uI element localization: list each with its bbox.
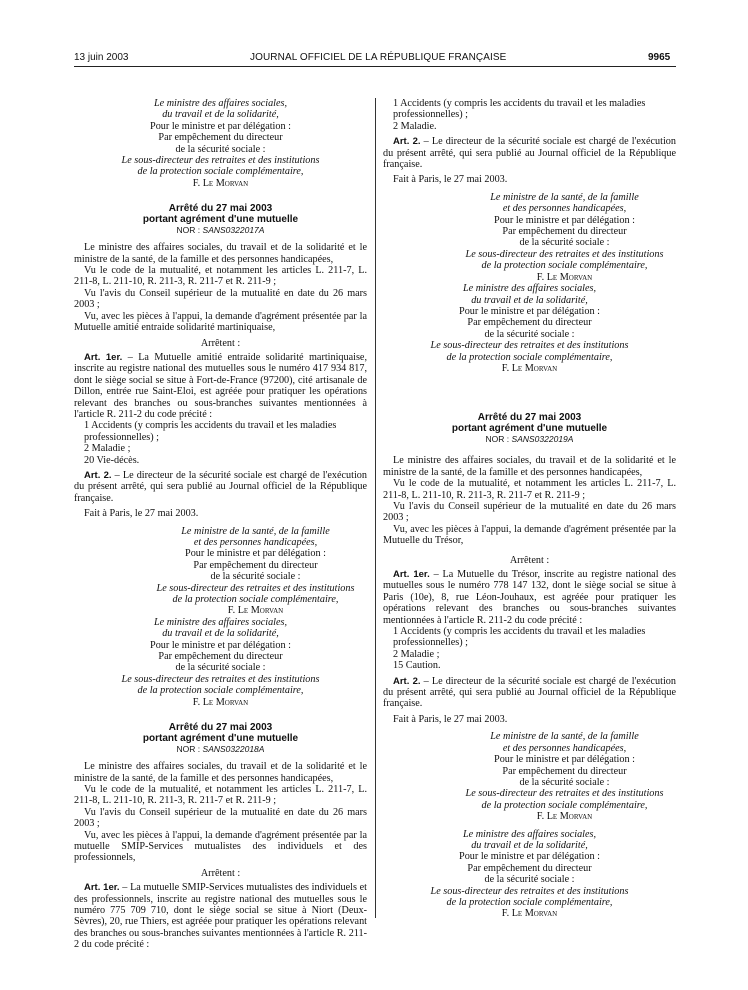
arrete-subtitle: portant agrément d'une mutuelle	[142, 733, 299, 745]
visa: Vu, avec les pièces à l'appui, la demande d'agrément présentée par la Mutuelle du Trésor,	[383, 523, 676, 547]
left-column	[74, 98, 367, 951]
signatory-name: F. Le Morvan	[536, 271, 593, 283]
arrete-block	[74, 203, 367, 708]
header-title: JOURNAL OFFICIEL DE LA RÉPUBLIQUE FRANÇAISE	[250, 52, 507, 63]
nor-reference	[383, 434, 676, 445]
sig-line: Le ministre de la santé, de la famille	[490, 191, 639, 203]
sig-line: Pour le ministre et par délégation :	[185, 548, 326, 560]
sig-line: du travail et de la solidarité,	[162, 628, 279, 640]
sig-line: de la sécurité sociale :	[175, 662, 266, 674]
article-label: Art. 2.	[84, 469, 112, 481]
visa: Vu, avec les pièces à l'appui, la demande d'agrément présentée par la mutuelle SMIP-Services mutualistes des individuels et des professionnels,	[74, 829, 367, 864]
sig-line: Par empêchement du directeur	[158, 132, 283, 144]
continued-block	[383, 98, 676, 374]
sig-line: de la sécurité sociale :	[519, 776, 610, 788]
article-2	[383, 676, 676, 710]
arretent: Arrêtent :	[509, 554, 550, 566]
nor-code: SANS0322019A	[511, 434, 574, 445]
sig-line: et des personnes handicapées,	[193, 537, 318, 548]
sig-line: de la sécurité sociale :	[175, 143, 266, 155]
sig-line: Le sous-directeur des retraites et des institutions	[465, 788, 664, 800]
nor-label: NOR :	[176, 225, 201, 236]
sig-line: Le sous-directeur des retraites et des institutions	[465, 248, 664, 260]
branch-item: 1 Accidents (y compris les accidents du travail et les maladies professionnelles) ;	[393, 626, 646, 649]
preamble: Le ministre des affaires sociales, du travail et de la solidarité et le ministre de la santé, de la famille et des personnes handicapées,	[74, 761, 367, 784]
sig-line: Le ministre des affaires sociales,	[153, 98, 288, 109]
visa: Vu le code de la mutualité, et notamment les articles L. 211-7, L. 211-8, L. 211-10, R. 211-3, R. 211-7 et R. 211-9 ;	[383, 478, 676, 501]
sig-line: Pour le ministre et par délégation :	[494, 754, 635, 766]
sig-line: de la protection sociale complémentaire,	[446, 896, 613, 908]
visa: Vu l'avis du Conseil supérieur de la mutualité en date du 26 mars 2003 ;	[383, 500, 676, 524]
fait-a-paris: Fait à Paris, le 27 mai 2003.	[393, 713, 508, 725]
top-signature-block	[74, 98, 367, 189]
article-label: Art. 2.	[393, 136, 421, 148]
signatory-name: F. Le Morvan	[536, 811, 593, 823]
preamble: Le ministre des affaires sociales, du travail et de la solidarité et le ministre de la santé, de la famille et des personnes handicapées,	[74, 242, 367, 265]
fait-a-paris: Fait à Paris, le 27 mai 2003.	[393, 174, 508, 186]
arrete-subtitle: portant agrément d'une mutuelle	[451, 423, 608, 435]
nor-label: NOR :	[176, 744, 201, 755]
arrete-subtitle: portant agrément d'une mutuelle	[142, 214, 299, 226]
signatory-name: F. Le Morvan	[501, 362, 558, 374]
signatory-name: F. Le Morvan	[192, 696, 249, 708]
sig-line: Par empêchement du directeur	[467, 862, 592, 874]
nor-reference	[74, 744, 367, 755]
sig-line: de la protection sociale complémentaire,	[446, 351, 613, 363]
arretent: Arrêtent :	[200, 867, 241, 879]
sig-line: de la protection sociale complémentaire,	[481, 260, 648, 272]
column-divider	[375, 98, 376, 918]
sig-line: Pour le ministre et par délégation :	[459, 851, 600, 863]
sig-line: Par empêchement du directeur	[158, 651, 283, 663]
nor-reference	[74, 225, 367, 236]
article-text: – La Mutuelle du Trésor, inscrite au registre national des mutuelles sous le numéro 778 147 132, dont le siège social se situe à Paris (10e), 8, rue Léon-Jouhaux, est agréée pour pratiquer les opérations relevant des branches ou sous-branches suivantes mentionnées à l'article R. 211-2 du code précité :	[383, 569, 676, 626]
arrete-block	[74, 722, 367, 951]
visa: Vu l'avis du Conseil supérieur de la mutualité en date du 26 mars 2003 ;	[74, 287, 367, 311]
article-label: Art. 1er.	[393, 569, 430, 580]
sig-line: Le sous-directeur des retraites et des institutions	[121, 673, 320, 685]
sig-line: Le ministre de la santé, de la famille	[181, 525, 330, 537]
preamble: Le ministre des affaires sociales, du travail et de la solidarité et le ministre de la santé, de la famille et des personnes handicapées,	[383, 455, 676, 478]
arrete-block	[383, 412, 676, 919]
header-date: 13 juin 2003	[74, 52, 129, 63]
article-2	[74, 470, 367, 504]
sig-line: Pour le ministre et par délégation :	[459, 305, 600, 317]
sig-line: et des personnes handicapées,	[502, 742, 627, 754]
signatory-name: F. Le Morvan	[192, 177, 249, 189]
sig-line: de la sécurité sociale :	[484, 874, 575, 886]
nor-label: NOR :	[485, 434, 510, 445]
sig-line: Par empêchement du directeur	[502, 765, 627, 777]
signatory-name: F. Le Morvan	[227, 605, 284, 617]
visa: Vu l'avis du Conseil supérieur de la mutualité en date du 26 mars 2003 ;	[74, 806, 367, 830]
sig-line: de la protection sociale complémentaire,	[137, 685, 304, 697]
sig-line: et des personnes handicapées,	[502, 203, 627, 215]
sig-line: Pour le ministre et par délégation :	[150, 639, 291, 651]
article-label: Art. 2.	[393, 675, 421, 687]
article-text: – La mutuelle SMIP-Services mutualistes des individuels et des professionnels, inscrite au registre national des mutuelles sous le numéro 775 709 710, dont le siège social se situe à Niort (Deux-Sèvres), 20, rue Thiers, est agréée pour pratiquer les opérations relevant des branches ou sous-branches suivantes mentionnées à l'article R. 211-2 du code précité :	[74, 882, 367, 951]
sig-line: Par empêchement du directeur	[467, 317, 592, 329]
sig-line: Le ministre des affaires sociales,	[462, 828, 597, 840]
sig-line: du travail et de la solidarité,	[471, 839, 588, 851]
branch-item: 1 Accidents (y compris les accidents du travail et les maladies professionnelles) ;	[84, 420, 337, 443]
sig-line: de la sécurité sociale :	[484, 328, 575, 340]
article-text: – Le directeur de la sécurité sociale est chargé de l'exécution du présent arrêté, qui sera publié au Journal officiel de la République française.	[383, 675, 676, 710]
sig-line: de la protection sociale complémentaire,	[172, 594, 339, 606]
sig-line: du travail et de la solidarité,	[471, 294, 588, 306]
article-1	[74, 882, 367, 950]
sig-line: Le sous-directeur des retraites et des institutions	[156, 582, 355, 594]
branch-item: 2 Maladie.	[393, 120, 437, 132]
branch-item: 20 Vie-décès.	[84, 454, 140, 466]
article-label: Art. 1er.	[84, 882, 120, 894]
sig-line: de la protection sociale complémentaire,	[481, 799, 648, 811]
branch-item: 1 Accidents (y compris les accidents du travail et les maladies professionnelles) ;	[393, 98, 646, 121]
article-text: – La Mutuelle amitié entraide solidarité martiniquaise, inscrite au registre national des mutuelles sous le numéro 417 934 817, dont le siège social se situe à Fort-de-France (97200), cité artisanale de Dillon, entrée rue Saint-Eloi, est agréée pour pratiquer les opérations relevant des branches ou sous-branches suivantes mentionnées à l'article R. 211-2 du code précité :	[74, 351, 367, 420]
arrete-title: Arrêté du 27 mai 2003	[168, 722, 273, 734]
header-rule	[74, 66, 676, 67]
header-page-number: 9965	[648, 52, 671, 63]
sig-line: Par empêchement du directeur	[193, 559, 318, 571]
article-label: Art. 1er.	[84, 351, 123, 363]
sig-line: Le sous-directeur des retraites et des institutions	[430, 340, 629, 352]
signatory-name: F. Le Morvan	[501, 908, 558, 920]
arrete-title: Arrêté du 27 mai 2003	[477, 412, 582, 424]
sig-line: Le sous-directeur des retraites et des institutions	[121, 155, 320, 167]
fait-a-paris: Fait à Paris, le 27 mai 2003.	[84, 508, 199, 520]
article-2	[383, 136, 676, 170]
sig-line: du travail et de la solidarité,	[162, 109, 279, 121]
sig-line: Le ministre des affaires sociales,	[462, 283, 597, 295]
nor-code: SANS0322017A	[202, 225, 265, 236]
sig-line: de la sécurité sociale :	[210, 571, 301, 583]
article-1	[383, 569, 676, 626]
visa: Vu, avec les pièces à l'appui, la demande d'agrément présentée par la Mutuelle amitié entraide solidarité martiniquaise,	[74, 310, 367, 334]
branch-item: 15 Caution.	[393, 660, 441, 672]
sig-line: de la sécurité sociale :	[519, 237, 610, 249]
branch-item: 2 Maladie ;	[84, 443, 131, 455]
nor-code: SANS0322018A	[202, 744, 265, 755]
sig-line: Le ministre des affaires sociales,	[153, 616, 288, 628]
right-column	[383, 98, 676, 920]
sig-line: Par empêchement du directeur	[502, 226, 627, 238]
sig-line: de la protection sociale complémentaire,	[137, 166, 304, 178]
article-text: – Le directeur de la sécurité sociale est chargé de l'exécution du présent arrêté, qui sera publié au Journal officiel de la République française.	[74, 469, 367, 504]
sig-line: Pour le ministre et par délégation :	[150, 120, 291, 132]
visa: Vu le code de la mutualité, et notamment les articles L. 211-7, L. 211-8, L. 211-10, R. 211-3, R. 211-7 et R. 211-9 ;	[74, 265, 367, 288]
branch-item: 2 Maladie ;	[393, 648, 440, 660]
arretent: Arrêtent :	[200, 337, 241, 349]
article-1	[74, 352, 367, 420]
visa: Vu le code de la mutualité, et notamment les articles L. 211-7, L. 211-8, L. 211-10, R. 211-3, R. 211-7 et R. 211-9 ;	[74, 783, 367, 807]
sig-line: Pour le ministre et par délégation :	[494, 214, 635, 226]
arrete-title: Arrêté du 27 mai 2003	[168, 203, 273, 215]
article-text: – Le directeur de la sécurité sociale est chargé de l'exécution du présent arrêté, qui sera publié au Journal officiel de la République française.	[383, 136, 676, 171]
sig-line: Le sous-directeur des retraites et des institutions	[430, 885, 629, 897]
sig-line: Le ministre de la santé, de la famille	[490, 731, 639, 743]
